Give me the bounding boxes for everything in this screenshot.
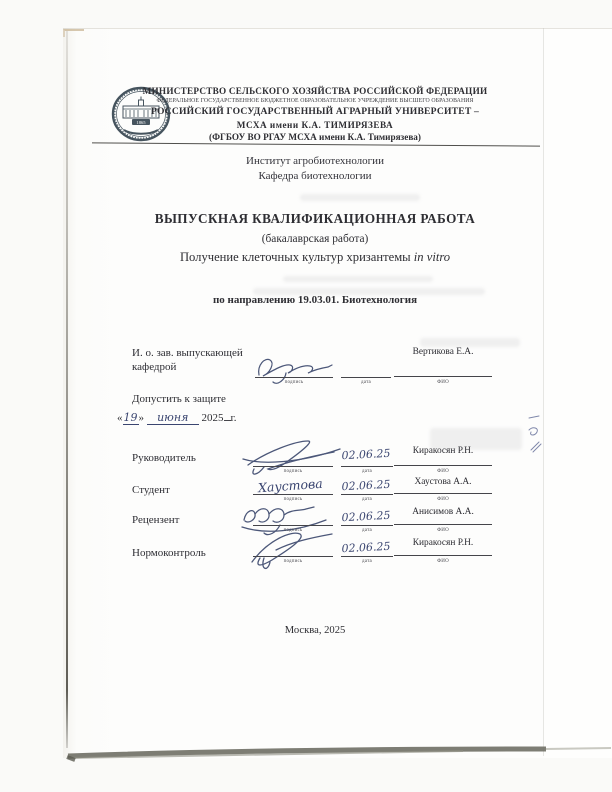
head-role-line2: кафедрой [132,361,177,373]
row-signature-autograph [240,528,338,576]
admit-year-suffix: г. [230,412,237,424]
date-line [341,377,391,378]
date-caption: дата [362,469,372,474]
admit-day-handwritten: 19 [123,411,138,424]
row-signature-autograph [238,437,344,483]
signature-caption: подпись [283,497,303,502]
work-title-block [85,211,545,265]
fio-line [394,555,492,556]
institute-block [85,155,545,182]
signature-caption: подпись [283,469,303,474]
date-caption: дата [361,380,371,385]
bleed-through-artifact [283,276,433,282]
fio-line [394,493,492,494]
date-caption: дата [362,497,372,502]
signature-caption: подпись [283,528,303,533]
row-role: Студент [132,484,170,496]
row-name: Киракосян Р.Н. [412,538,474,548]
fio-caption: ФИО [437,497,449,502]
thesis-title-text: Получение клеточных культур хризантемы [179,250,411,264]
quote-open: « [117,412,123,424]
row-name: Анисимов А.А. [412,507,474,517]
date-line [341,494,393,495]
signature-caption: подпись [283,559,303,564]
letterhead [85,86,545,143]
signature-line [253,494,333,495]
row-name: Киракосян Р.Н. [412,446,474,456]
institute-line: Институт агробиотехнологии [246,155,384,167]
row-date-handwritten: 02.06.25 [341,508,391,525]
admit-date [117,411,237,425]
signature-line [253,556,333,557]
direction-line: по направлению 19.03.01. Биотехнология [212,294,418,306]
page-left-edge-shadow [66,31,68,748]
scanner-side-surface [544,28,612,758]
row-date-handwritten: 02.06.25 [341,446,391,463]
row-date-handwritten: 02.06.25 [341,539,391,556]
fio-line [394,524,492,525]
admit-label: Допустить к защите [132,393,226,405]
head-role-line1: И. о. зав. выпускающей [132,347,243,359]
date-line [341,525,393,526]
signature-line [253,525,333,526]
page-top-edge [63,28,612,29]
page-corner-mark [63,29,84,37]
quote-close: » [138,412,144,424]
admit-year: 2025 [201,412,224,424]
row-role: Руководитель [132,452,196,464]
fio-caption: ФИО [437,380,449,385]
bleed-through-artifact [300,194,420,201]
margin-ink-marks [526,414,546,456]
date-caption: дата [362,528,372,533]
city-year-line: Москва, 2025 [284,625,346,636]
work-type-title: ВЫПУСКНАЯ КВАЛИФИКАЦИОННАЯ РАБОТА [154,211,476,226]
date-line [341,556,393,557]
signature-line [253,466,333,467]
fio-line [394,465,492,466]
row-date-handwritten: 02.06.25 [341,477,391,494]
work-subtype: (бакалаврская работа) [261,233,369,245]
thesis-title-latin: in vitro [413,250,451,264]
row-signature-autograph: Хаустова [257,475,324,496]
thesis-title [85,250,545,265]
academy-line: МСХА имени К.А. ТИМИРЯЗЕВА [236,119,394,130]
row-role: Рецензент [132,514,180,526]
fio-line [394,376,492,377]
fgbou-line: ФЕДЕРАЛЬНОЕ ГОСУДАРСТВЕННОЕ БЮДЖЕТНОЕ ОБРАЗОВАТЕЛЬНОЕ УЧРЕЖДЕНИЕ ВЫСШЕГО ОБРАЗОВАНИЯ [156,97,474,104]
seal-year: 1865 [136,119,146,125]
abbr-line: (ФГБОУ ВО РГАУ МСХА имени К.А. Тимирязева) [209,132,421,143]
signature-line [255,377,333,378]
row-role: Нормоконтроль [132,547,206,559]
fio-caption: ФИО [437,559,449,564]
ministry-line: МИНИСТЕРСТВО СЕЛЬСКОГО ХОЗЯЙСТВА РОССИЙСКОЙ ФЕДЕРАЦИИ [142,86,488,96]
date-caption: дата [362,559,372,564]
fio-caption: ФИО [437,528,449,533]
head-name: Вертикова Е.А. [412,347,474,357]
university-line: РОССИЙСКИЙ ГОСУДАРСТВЕННЫЙ АГРАРНЫЙ УНИВЕРСИТЕТ – [150,105,480,117]
fio-caption: ФИО [437,469,449,474]
admit-month-handwritten: июня [147,411,199,425]
page-bottom-shadow [63,738,612,762]
row-name: Хаустова А.А. [414,477,472,487]
signature-caption: подпись [284,380,304,385]
bleed-through-artifact [420,338,520,347]
date-line [341,466,393,467]
department-line: Кафедра биотехнологии [258,170,372,182]
year-underline [224,420,231,421]
